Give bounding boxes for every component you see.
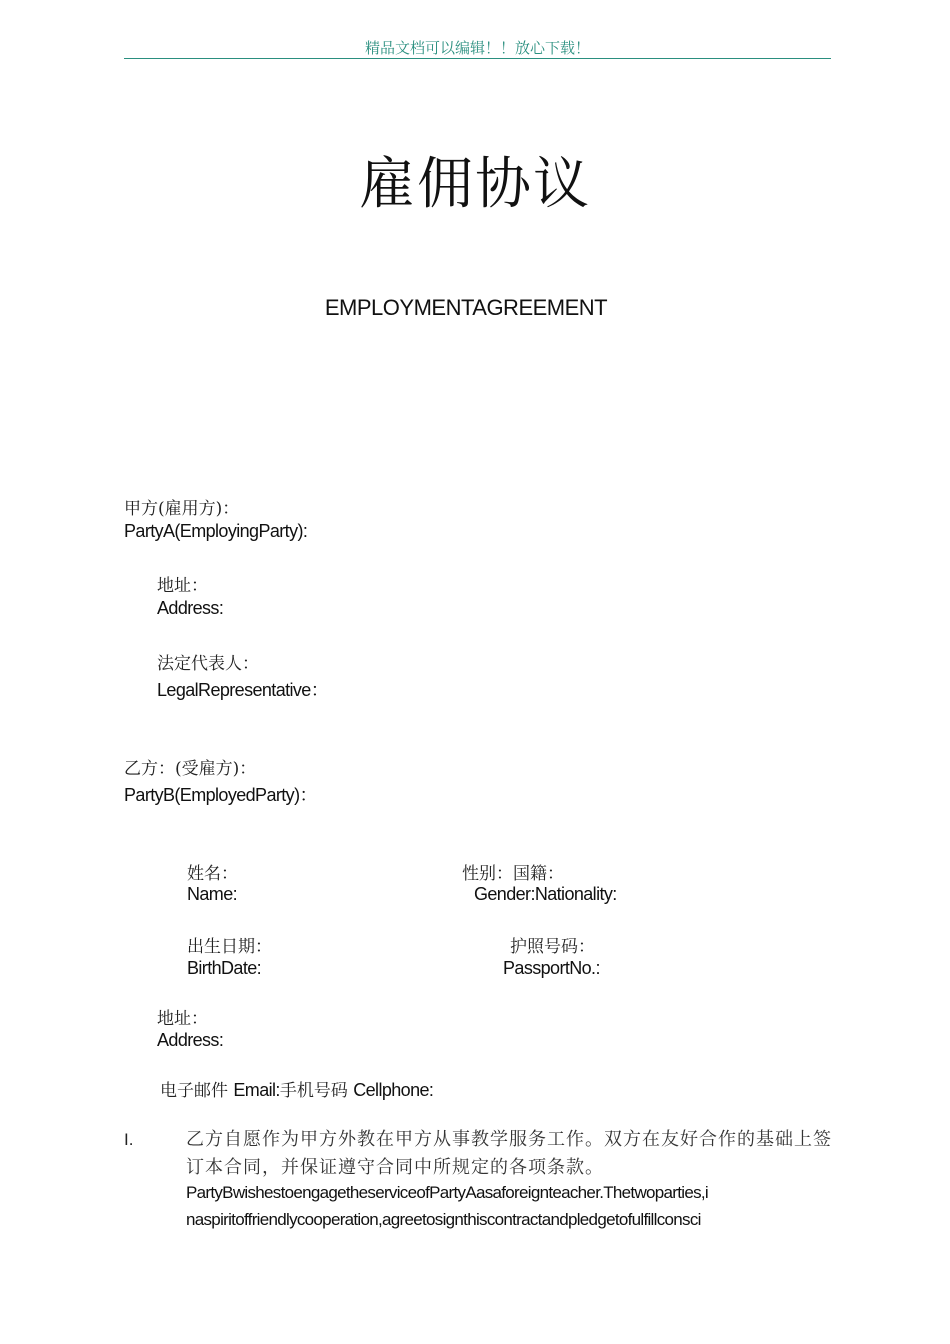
party-a-legal-rep-label-zh: 法定代表人： — [157, 654, 259, 674]
party-b-address-label-zh: 地址： — [157, 1009, 208, 1029]
party-b-name-label-en: Name: — [187, 884, 238, 904]
title-chinese: 雇佣协议 — [359, 152, 591, 217]
party-a-heading-en: PartyA(EmployingParty): — [124, 521, 308, 541]
party-a-legal-rep-label-en: LegalRepresentative： — [157, 680, 329, 700]
clause-text-en-line-2: naspiritoffriendlycooperation,agreetosignthiscontractandpledgetofulfillconsci — [186, 1210, 701, 1229]
phone-label-zh: 手机号码 — [279, 1081, 348, 1101]
party-a-address-label-zh: 地址： — [157, 576, 208, 596]
party-b-contact-line — [160, 1076, 433, 1101]
clause-number: I. — [124, 1130, 134, 1149]
party-b-gender-nationality-label-en: Gender:Nationality: — [474, 884, 617, 904]
party-b-name-label-zh: 姓名： — [187, 864, 238, 884]
email-label-zh: 电子邮件 — [160, 1081, 228, 1101]
download-banner: 精品文档可以编辑！！放心下载！ — [124, 38, 831, 59]
title-english: EMPLOYMENTAGREEMENT — [324, 295, 608, 320]
clause-text-en-line-1: PartyBwishestoengagetheserviceofPartyAasaforeignteacher.Thetwoparties,i — [186, 1183, 709, 1202]
party-b-birth-date-label-en: BirthDate: — [187, 958, 262, 978]
party-b-gender-nationality-label-zh: 性别：国籍： — [462, 864, 564, 884]
party-b-heading-en: PartyB(EmployedParty)： — [124, 785, 317, 805]
party-b-heading-zh: 乙方：(受雇方)： — [124, 759, 257, 779]
party-b-address-label-en: Address: — [157, 1030, 224, 1050]
clause-text-zh: 乙方自愿作为甲方外教在甲方从事教学服务工作。双方在友好合作的基础上签订本合同，并保证遵守合同中所规定的各项条款。 — [186, 1129, 832, 1178]
party-b-birth-date-label-zh: 出生日期： — [187, 937, 272, 957]
party-b-passport-label-zh: 护照号码： — [510, 937, 595, 957]
email-label-en: Email: — [233, 1080, 280, 1100]
party-a-heading-zh: 甲方(雇用方)： — [124, 499, 240, 519]
party-a-address-label-en: Address: — [157, 598, 224, 618]
party-b-passport-label-en: PassportNo.: — [503, 958, 600, 978]
phone-label-en: Cellphone: — [353, 1080, 434, 1100]
